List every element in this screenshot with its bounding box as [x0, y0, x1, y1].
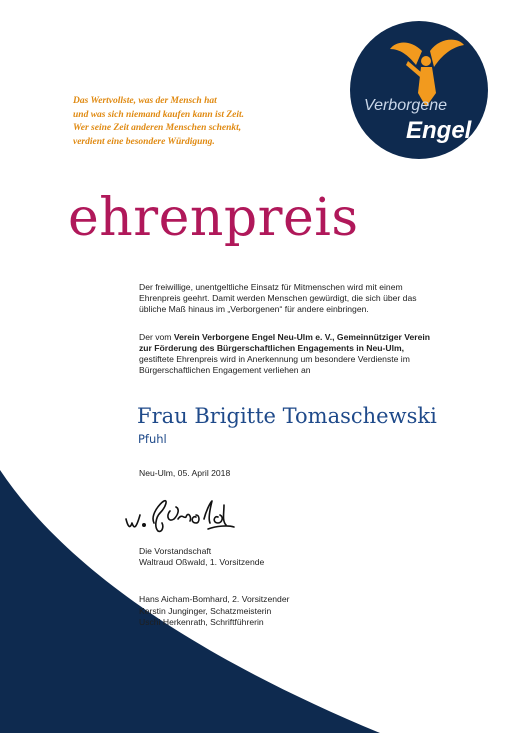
organization-purpose: zur Förderung des Bürgerschaftlichen Engagements in Neu-Ulm, [139, 343, 405, 353]
recipient-name: Frau Brigitte Tomaschewski [137, 404, 437, 428]
member-line: Kerstin Junginger, Schatzmeisterin [139, 605, 272, 616]
award-paragraph [139, 332, 439, 376]
quote-line: Das Wertvollste, was der Mensch hat [73, 96, 217, 106]
quote-line: und was sich niemand kaufen kann ist Zeit. [73, 109, 245, 120]
date-line: Neu-Ulm, 05. April 2018 [139, 468, 231, 478]
quote-line: verdient eine besondere Würdigung. [73, 136, 215, 147]
other-members [139, 594, 289, 629]
board-heading: Die Vorstandschaft [139, 546, 212, 556]
paragraph-line: Ehrenpreis geehrt. Damit werden Menschen gewürdigt, die sich über das [139, 293, 417, 303]
paragraph-line: übliche Maß hinaus im „Verborgenen“ für andere einbringen. [139, 304, 369, 314]
page-title: ehrenpreis [68, 188, 359, 248]
verborgene-engel-logo [350, 21, 488, 159]
handwritten-signature [120, 493, 250, 537]
paragraph-line: gestiftete Ehrenpreis wird in Anerkennung um besondere Verdienste im [139, 354, 410, 364]
paragraph-line: Der freiwillige, unentgeltliche Einsatz für Mitmenschen wird mit einem [139, 282, 403, 292]
intro-text: Der vom [139, 332, 174, 342]
paragraph-line: Bürgerschaftlichen Engagement verliehen an [139, 365, 311, 375]
intro-paragraph [139, 282, 439, 315]
paragraph-line [139, 332, 439, 343]
quote-block [73, 95, 303, 149]
quote-line: Wer seine Zeit anderen Menschen schenkt, [73, 123, 242, 133]
recipient-city: Pfuhl [138, 432, 167, 446]
member-line: Uschi Herkenrath, Schriftführerin [139, 617, 264, 627]
board-block [139, 546, 264, 568]
logo-text-line2: Engel [406, 117, 472, 144]
member-line: Hans Aicham-Bomhard, 2. Vorsitzender [139, 594, 290, 604]
organization-name: Verein Verborgene Engel Neu-Ulm e. V., Gemeinnütziger Verein [173, 332, 431, 342]
logo-text-line1: Verborgene [364, 97, 448, 114]
board-chair: Waltraud Oßwald, 1. Vorsitzende [139, 557, 265, 567]
